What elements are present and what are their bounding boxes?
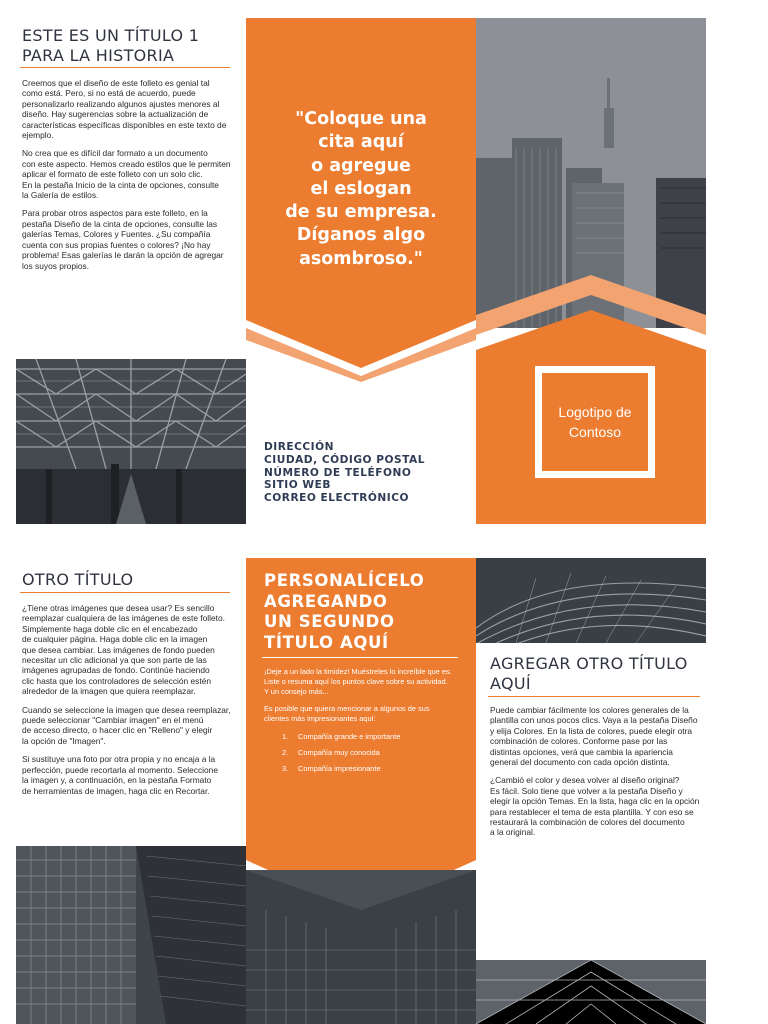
contact-city: CIUDAD, CÓDIGO POSTAL [264, 453, 425, 466]
panel-6-body [490, 705, 700, 846]
contact-phone: NÚMERO DE TELÉFONO [264, 466, 412, 479]
panel-1-title: ESTE ES UN TÍTULO 1 PARA LA HISTORIA [22, 26, 200, 65]
glass-facade-photo [16, 846, 246, 1024]
glass-roof-image [476, 960, 706, 1024]
list-item [282, 764, 454, 774]
panel-1-paragraph: Para probar otros aspectos para este folleto, en la pestaña Diseño de la cinta de opciones, consulte las galerías Temas, Colores y Fuentes. ¿Su compañía cuenta con sus propias fuentes o colores? ¡No hay problema! Esas galerías le darán la opción de agregar los suyos propios. [22, 208, 224, 271]
panel-4-paragraph: Si sustituye una foto por otra propia y no encaja a la perfección, puede recortarla al momento. Seleccione la imagen y, a continuación, en la pestaña Formato de herramientas de imagen, haga clic en Recortar. [22, 754, 218, 796]
panel-5-body [264, 667, 454, 779]
tower-image [246, 870, 476, 1024]
contact-website: SITIO WEB [264, 479, 331, 492]
panel-6-rule [488, 696, 700, 697]
panel-4-title: OTRO TÍTULO [22, 570, 134, 589]
contact-address: DIRECCIÓN [264, 441, 334, 453]
panel-1 [22, 26, 232, 66]
list-item-number: 1. [282, 731, 289, 741]
panel-4-paragraph: Cuando se seleccione la imagen que desea reemplazar, puede seleccionar "Cambiar imagen" en el menú de acceso directo, o hacer clic en "Relleno" y elegir la opción de "Imagen". [22, 704, 231, 746]
panel-1-body [22, 78, 232, 279]
contact-block [264, 441, 464, 505]
panel-1-paragraph: Creemos que el diseño de este folleto es genial tal como está. Pero, si no está de acuerdo, puede personalizarlo realizando algunos ajustes menores al diseño. Hay sugerencias sobre la actualización de características específicas disponibles en este texto de ejemplo. [22, 78, 227, 141]
panel-4-body [22, 603, 232, 804]
panel-6-paragraph: ¿Cambió el color y desea volver al diseño original? Es fácil. Solo tiene que volver a la pestaña Diseño y elegir la opción Temas. En la lista, haga clic en la opción para restablecer el tema de esta plantilla. Y con eso se restaurará la combinación de colores del documento a la original. [490, 775, 700, 838]
list-item-text: Compañía grande e importante [298, 731, 401, 741]
panel-5-title: PERSONALÍCELO AGREGANDO UN SEGUNDO TÍTULO AQUÍ [264, 571, 425, 652]
list-item-text: Compañía muy conocida [298, 747, 380, 757]
panel-6-paragraph: Puede cambiar fácilmente los colores generales de la plantilla con unos pocos clics. Vaya a la pestaña Diseño y elija Colores. En la lista de colores, puede elegir otra combinación de colores. Conforme pase por las distintas opciones, verá que cambia la apariencia general del documento con cada opción distinta. [490, 705, 698, 768]
company-logo[interactable]: Logotipo de Contoso [535, 366, 655, 478]
list-item-text: Compañía impresionante [298, 763, 381, 773]
quote-text: "Coloque una cita aquí o agregue el eslogan de su empresa. Díganos algo asombroso." [285, 109, 437, 269]
glass-roof-photo [476, 960, 706, 1024]
panel-6-title: AGREGAR OTRO TÍTULO AQUÍ [490, 654, 688, 693]
list-item [282, 748, 454, 758]
panel-5-rule [262, 657, 458, 658]
lattice-ceiling-photo [16, 359, 246, 524]
curved-architecture-photo [476, 558, 706, 643]
quote-chevron [246, 312, 476, 382]
panel-1-rule [20, 67, 230, 68]
glass-facade-image [16, 846, 246, 1024]
list-item-number: 2. [282, 747, 289, 757]
tower-photo [246, 870, 476, 1024]
panel-5-paragraph: Es posible que quiera mencionar a algunos de sus clientes más impresionantes aquí: [264, 704, 430, 724]
panel-4-paragraph: ¿Tiene otras imágenes que desea usar? Es sencillo reemplazar cualquiera de las imágenes de este folleto. Simplemente haga doble clic en el encabezado de cualquier página. Haga doble clic en la imagen que desea cambiar. Las imágenes de fondo pueden necesitar un clic adicional ya que son parte de las imágenes agrupadas de fondo. Continúe haciendo clic hasta que los controladores de selección estén alrededor de la imagen que quiera reemplazar. [22, 603, 225, 697]
list-item-number: 3. [282, 763, 289, 773]
list-item [282, 732, 454, 742]
curved-architecture-image [476, 558, 706, 643]
lattice-ceiling-image [16, 359, 246, 524]
panel-1-paragraph: No crea que es difícil dar formato a un documento con este aspecto. Hemos creado estilos que le permiten aplicar el formato de este folleto con un solo clic. En la pestaña Inicio de la cinta de opciones, consulte la Galería de estilos. [22, 148, 231, 201]
panel-5-paragraph: ¡Deje a un lado la timidez! Muéstreles lo increíble que es. Liste o resuma aquí los puntos clave sobre su actividad. Y un consejo más... [264, 667, 452, 696]
contact-email: CORREO ELECTRÓNICO [264, 492, 410, 505]
panel-4-rule [20, 592, 230, 593]
